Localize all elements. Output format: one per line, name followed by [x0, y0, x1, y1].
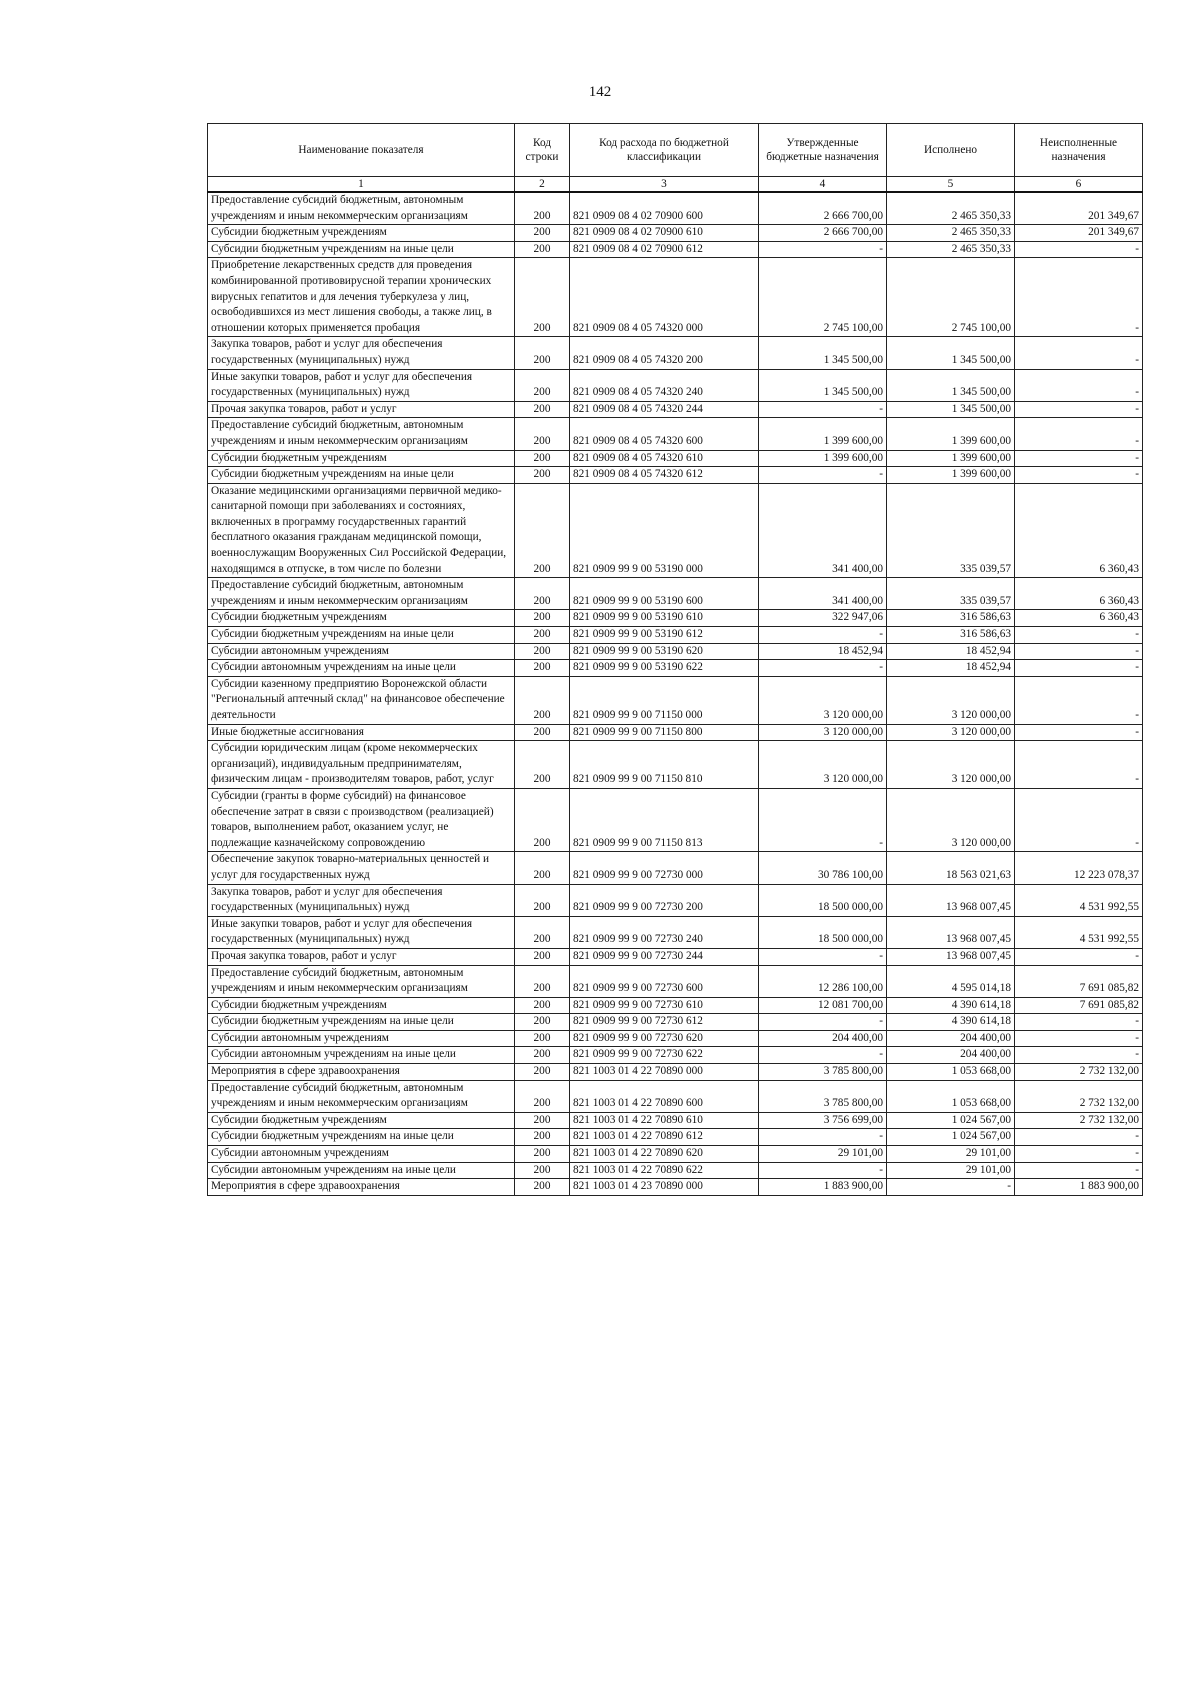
table-row	[208, 1162, 1143, 1179]
executed-amount-cell: 1 024 567,00	[887, 1112, 1015, 1129]
classification-code-cell: 821 0909 99 9 00 53190 000	[570, 483, 759, 578]
row-code-cell: 200	[515, 788, 570, 851]
classification-code-cell: 821 0909 99 9 00 53190 610	[570, 610, 759, 627]
classification-code-cell: 821 0909 99 9 00 71150 800	[570, 724, 759, 741]
table-row	[208, 965, 1143, 997]
executed-amount-cell: 316 586,63	[887, 610, 1015, 627]
indicator-name-cell: Предоставление субсидий бюджетным, автономным учреждениям и иным некоммерческим организациям	[208, 192, 515, 225]
unexecuted-amount-cell: 2 732 132,00	[1015, 1112, 1143, 1129]
table-row	[208, 450, 1143, 467]
table-row	[208, 401, 1143, 418]
page-number: 142	[588, 84, 612, 100]
row-code-cell: 200	[515, 627, 570, 644]
table-row	[208, 258, 1143, 337]
table-row	[208, 627, 1143, 644]
unexecuted-amount-cell: -	[1015, 1129, 1143, 1146]
table-row	[208, 1014, 1143, 1031]
executed-amount-cell: 1 345 500,00	[887, 337, 1015, 369]
approved-amount-cell: 1 345 500,00	[759, 369, 887, 401]
executed-amount-cell: 1 345 500,00	[887, 401, 1015, 418]
column-number: 1	[208, 177, 515, 193]
classification-code-cell: 821 0909 08 4 05 74320 240	[570, 369, 759, 401]
classification-code-cell: 821 0909 99 9 00 71150 813	[570, 788, 759, 851]
table-row	[208, 660, 1143, 677]
unexecuted-amount-cell: 6 360,43	[1015, 483, 1143, 578]
approved-amount-cell: 18 500 000,00	[759, 884, 887, 916]
classification-code-cell: 821 0909 99 9 00 72730 600	[570, 965, 759, 997]
indicator-name-cell: Субсидии бюджетным учреждениям на иные цели	[208, 241, 515, 258]
executed-amount-cell: 18 563 021,63	[887, 852, 1015, 884]
unexecuted-amount-cell: 7 691 085,82	[1015, 997, 1143, 1014]
indicator-name-cell: Предоставление субсидий бюджетным, автономным учреждениям и иным некоммерческим организациям	[208, 578, 515, 610]
table-row	[208, 643, 1143, 660]
indicator-name-cell: Предоставление субсидий бюджетным, автономным учреждениям и иным некоммерческим организациям	[208, 1080, 515, 1112]
approved-amount-cell: -	[759, 467, 887, 484]
unexecuted-amount-cell: -	[1015, 369, 1143, 401]
unexecuted-amount-cell: -	[1015, 1047, 1143, 1064]
indicator-name-cell: Иные закупки товаров, работ и услуг для обеспечения государственных (муниципальных) нужд	[208, 369, 515, 401]
table-row	[208, 578, 1143, 610]
classification-code-cell: 821 0909 08 4 02 70900 600	[570, 192, 759, 225]
unexecuted-amount-cell: -	[1015, 467, 1143, 484]
table-row	[208, 1146, 1143, 1163]
executed-amount-cell: 2 465 350,33	[887, 241, 1015, 258]
table-row	[208, 676, 1143, 724]
approved-amount-cell: 341 400,00	[759, 483, 887, 578]
indicator-name-cell: Субсидии бюджетным учреждениям на иные цели	[208, 627, 515, 644]
classification-code-cell: 821 0909 99 9 00 72730 000	[570, 852, 759, 884]
indicator-name-cell: Предоставление субсидий бюджетным, автономным учреждениям и иным некоммерческим организациям	[208, 418, 515, 450]
table-row	[208, 225, 1143, 242]
row-code-cell: 200	[515, 1030, 570, 1047]
approved-amount-cell: 18 452,94	[759, 643, 887, 660]
classification-code-cell: 821 0909 99 9 00 72730 200	[570, 884, 759, 916]
approved-amount-cell: -	[759, 1047, 887, 1064]
unexecuted-amount-cell: 2 732 132,00	[1015, 1080, 1143, 1112]
indicator-name-cell: Иные бюджетные ассигнования	[208, 724, 515, 741]
row-code-cell: 200	[515, 884, 570, 916]
classification-code-cell: 821 0909 99 9 00 53190 622	[570, 660, 759, 677]
indicator-name-cell: Закупка товаров, работ и услуг для обеспечения государственных (муниципальных) нужд	[208, 337, 515, 369]
approved-amount-cell: 341 400,00	[759, 578, 887, 610]
table-row	[208, 1047, 1143, 1064]
row-code-cell: 200	[515, 1179, 570, 1196]
executed-amount-cell: 335 039,57	[887, 483, 1015, 578]
row-code-cell: 200	[515, 258, 570, 337]
table-row	[208, 1080, 1143, 1112]
table-row	[208, 741, 1143, 789]
column-number: 2	[515, 177, 570, 193]
row-code-cell: 200	[515, 225, 570, 242]
row-code-cell: 200	[515, 192, 570, 225]
indicator-name-cell: Субсидии казенному предприятию Воронежской области "Региональный аптечный склад" на финансовое обеспечение деятельности	[208, 676, 515, 724]
approved-amount-cell: 1 883 900,00	[759, 1179, 887, 1196]
executed-amount-cell: -	[887, 1179, 1015, 1196]
classification-code-cell: 821 0909 99 9 00 72730 622	[570, 1047, 759, 1064]
indicator-name-cell: Субсидии автономным учреждениям на иные цели	[208, 1047, 515, 1064]
executed-amount-cell: 4 390 614,18	[887, 997, 1015, 1014]
unexecuted-amount-cell: 201 349,67	[1015, 192, 1143, 225]
approved-amount-cell: 3 120 000,00	[759, 741, 887, 789]
classification-code-cell: 821 0909 99 9 00 71150 000	[570, 676, 759, 724]
classification-code-cell: 821 0909 99 9 00 71150 810	[570, 741, 759, 789]
executed-amount-cell: 1 053 668,00	[887, 1080, 1015, 1112]
table-row	[208, 610, 1143, 627]
indicator-name-cell: Субсидии юридическим лицам (кроме некоммерческих организаций), индивидуальным предпринимателям, физическим лицам - производителям товаров, работ, услуг	[208, 741, 515, 789]
column-number: 4	[759, 177, 887, 193]
unexecuted-amount-cell: -	[1015, 741, 1143, 789]
indicator-name-cell: Субсидии бюджетным учреждениям на иные цели	[208, 1014, 515, 1031]
unexecuted-amount-cell: 201 349,67	[1015, 225, 1143, 242]
executed-amount-cell: 13 968 007,45	[887, 916, 1015, 948]
table-row	[208, 369, 1143, 401]
approved-amount-cell: 3 120 000,00	[759, 724, 887, 741]
approved-amount-cell: 30 786 100,00	[759, 852, 887, 884]
classification-code-cell: 821 0909 08 4 05 74320 244	[570, 401, 759, 418]
row-code-cell: 200	[515, 1146, 570, 1163]
unexecuted-amount-cell: -	[1015, 401, 1143, 418]
classification-code-cell: 821 0909 08 4 05 74320 610	[570, 450, 759, 467]
unexecuted-amount-cell: -	[1015, 337, 1143, 369]
row-code-cell: 200	[515, 1047, 570, 1064]
table-row	[208, 916, 1143, 948]
header-executed: Исполнено	[887, 124, 1015, 177]
executed-amount-cell: 3 120 000,00	[887, 788, 1015, 851]
indicator-name-cell: Прочая закупка товаров, работ и услуг	[208, 948, 515, 965]
row-code-cell: 200	[515, 467, 570, 484]
approved-amount-cell: -	[759, 1129, 887, 1146]
unexecuted-amount-cell: 12 223 078,37	[1015, 852, 1143, 884]
table-row	[208, 483, 1143, 578]
executed-amount-cell: 29 101,00	[887, 1146, 1015, 1163]
classification-code-cell: 821 0909 99 9 00 72730 612	[570, 1014, 759, 1031]
executed-amount-cell: 1 399 600,00	[887, 450, 1015, 467]
row-code-cell: 200	[515, 643, 570, 660]
unexecuted-amount-cell: -	[1015, 643, 1143, 660]
row-code-cell: 200	[515, 997, 570, 1014]
classification-code-cell: 821 0909 08 4 05 74320 612	[570, 467, 759, 484]
column-number-row	[208, 177, 1143, 193]
row-code-cell: 200	[515, 916, 570, 948]
unexecuted-amount-cell: 6 360,43	[1015, 610, 1143, 627]
table-row	[208, 1112, 1143, 1129]
table-header-row	[208, 124, 1143, 177]
table-body	[208, 192, 1143, 1195]
header-approved: Утвержденные бюджетные назначения	[759, 124, 887, 177]
classification-code-cell: 821 1003 01 4 22 70890 000	[570, 1064, 759, 1081]
header-row-code: Код строки	[515, 124, 570, 177]
table-row	[208, 852, 1143, 884]
unexecuted-amount-cell: -	[1015, 1162, 1143, 1179]
indicator-name-cell: Субсидии бюджетным учреждениям	[208, 225, 515, 242]
classification-code-cell: 821 0909 08 4 05 74320 200	[570, 337, 759, 369]
row-code-cell: 200	[515, 1162, 570, 1179]
approved-amount-cell: 2 666 700,00	[759, 225, 887, 242]
executed-amount-cell: 4 390 614,18	[887, 1014, 1015, 1031]
executed-amount-cell: 204 400,00	[887, 1047, 1015, 1064]
executed-amount-cell: 1 345 500,00	[887, 369, 1015, 401]
table-row	[208, 1179, 1143, 1196]
unexecuted-amount-cell: -	[1015, 627, 1143, 644]
executed-amount-cell: 1 024 567,00	[887, 1129, 1015, 1146]
table-row	[208, 241, 1143, 258]
indicator-name-cell: Субсидии бюджетным учреждениям на иные цели	[208, 1129, 515, 1146]
table-row	[208, 884, 1143, 916]
indicator-name-cell: Субсидии бюджетным учреждениям на иные цели	[208, 467, 515, 484]
executed-amount-cell: 13 968 007,45	[887, 948, 1015, 965]
unexecuted-amount-cell: 6 360,43	[1015, 578, 1143, 610]
indicator-name-cell: Прочая закупка товаров, работ и услуг	[208, 401, 515, 418]
classification-code-cell: 821 1003 01 4 22 70890 610	[570, 1112, 759, 1129]
table-row	[208, 1030, 1143, 1047]
unexecuted-amount-cell: 2 732 132,00	[1015, 1064, 1143, 1081]
approved-amount-cell: 29 101,00	[759, 1146, 887, 1163]
classification-code-cell: 821 0909 99 9 00 72730 244	[570, 948, 759, 965]
indicator-name-cell: Субсидии бюджетным учреждениям	[208, 997, 515, 1014]
executed-amount-cell: 335 039,57	[887, 578, 1015, 610]
executed-amount-cell: 2 745 100,00	[887, 258, 1015, 337]
approved-amount-cell: 12 286 100,00	[759, 965, 887, 997]
indicator-name-cell: Субсидии автономным учреждениям на иные цели	[208, 660, 515, 677]
classification-code-cell: 821 1003 01 4 22 70890 600	[570, 1080, 759, 1112]
row-code-cell: 200	[515, 1112, 570, 1129]
unexecuted-amount-cell: -	[1015, 258, 1143, 337]
table-row	[208, 1064, 1143, 1081]
unexecuted-amount-cell: -	[1015, 241, 1143, 258]
row-code-cell: 200	[515, 483, 570, 578]
indicator-name-cell: Приобретение лекарственных средств для проведения комбинированной противовирусной терапии хронических вирусных гепатитов и для лечения туберкулеза у лиц, освободившихся из мест лишения свободы, а также лиц, в отношении которых применяется пробация	[208, 258, 515, 337]
unexecuted-amount-cell: 1 883 900,00	[1015, 1179, 1143, 1196]
executed-amount-cell: 18 452,94	[887, 660, 1015, 677]
classification-code-cell: 821 0909 08 4 02 70900 612	[570, 241, 759, 258]
unexecuted-amount-cell: 4 531 992,55	[1015, 884, 1143, 916]
table-row	[208, 997, 1143, 1014]
row-code-cell: 200	[515, 450, 570, 467]
classification-code-cell: 821 1003 01 4 22 70890 620	[570, 1146, 759, 1163]
approved-amount-cell: 322 947,06	[759, 610, 887, 627]
indicator-name-cell: Оказание медицинскими организациями первичной медико-санитарной помощи при заболеваниях и состояниях, включенных в программу государственных гарантий бесплатного оказания гражданам медицинской помощи, военнослужащим Вооруженных Сил Российской Федерации, находящимся в отпуске, в том числе по болезни	[208, 483, 515, 578]
classification-code-cell: 821 0909 99 9 00 72730 240	[570, 916, 759, 948]
classification-code-cell: 821 0909 08 4 05 74320 600	[570, 418, 759, 450]
approved-amount-cell: 1 399 600,00	[759, 450, 887, 467]
row-code-cell: 200	[515, 965, 570, 997]
table-row	[208, 1129, 1143, 1146]
row-code-cell: 200	[515, 741, 570, 789]
classification-code-cell: 821 0909 99 9 00 53190 612	[570, 627, 759, 644]
classification-code-cell: 821 1003 01 4 22 70890 622	[570, 1162, 759, 1179]
executed-amount-cell: 13 968 007,45	[887, 884, 1015, 916]
indicator-name-cell: Предоставление субсидий бюджетным, автономным учреждениям и иным некоммерческим организациям	[208, 965, 515, 997]
executed-amount-cell: 3 120 000,00	[887, 741, 1015, 789]
indicator-name-cell: Иные закупки товаров, работ и услуг для обеспечения государственных (муниципальных) нужд	[208, 916, 515, 948]
unexecuted-amount-cell: -	[1015, 948, 1143, 965]
indicator-name-cell: Субсидии бюджетным учреждениям	[208, 450, 515, 467]
row-code-cell: 200	[515, 241, 570, 258]
header-name: Наименование показателя	[208, 124, 515, 177]
approved-amount-cell: 204 400,00	[759, 1030, 887, 1047]
unexecuted-amount-cell: -	[1015, 1014, 1143, 1031]
approved-amount-cell: -	[759, 788, 887, 851]
row-code-cell: 200	[515, 948, 570, 965]
executed-amount-cell: 3 120 000,00	[887, 724, 1015, 741]
approved-amount-cell: 1 345 500,00	[759, 337, 887, 369]
classification-code-cell: 821 0909 99 9 00 72730 610	[570, 997, 759, 1014]
executed-amount-cell: 29 101,00	[887, 1162, 1015, 1179]
header-classification: Код расхода по бюджетной классификации	[570, 124, 759, 177]
executed-amount-cell: 4 595 014,18	[887, 965, 1015, 997]
unexecuted-amount-cell: -	[1015, 660, 1143, 677]
executed-amount-cell: 18 452,94	[887, 643, 1015, 660]
executed-amount-cell: 204 400,00	[887, 1030, 1015, 1047]
table-row	[208, 337, 1143, 369]
indicator-name-cell: Субсидии бюджетным учреждениям	[208, 1112, 515, 1129]
column-number: 6	[1015, 177, 1143, 193]
table-row	[208, 418, 1143, 450]
indicator-name-cell: Субсидии автономным учреждениям	[208, 1146, 515, 1163]
indicator-name-cell: Субсидии автономным учреждениям	[208, 643, 515, 660]
classification-code-cell: 821 0909 08 4 05 74320 000	[570, 258, 759, 337]
classification-code-cell: 821 0909 99 9 00 53190 600	[570, 578, 759, 610]
approved-amount-cell: -	[759, 241, 887, 258]
unexecuted-amount-cell: -	[1015, 450, 1143, 467]
row-code-cell: 200	[515, 1080, 570, 1112]
row-code-cell: 200	[515, 1129, 570, 1146]
approved-amount-cell: -	[759, 401, 887, 418]
budget-execution-table	[207, 123, 1143, 1196]
executed-amount-cell: 2 465 350,33	[887, 192, 1015, 225]
classification-code-cell: 821 1003 01 4 23 70890 000	[570, 1179, 759, 1196]
classification-code-cell: 821 1003 01 4 22 70890 612	[570, 1129, 759, 1146]
executed-amount-cell: 1 399 600,00	[887, 467, 1015, 484]
table-row	[208, 948, 1143, 965]
approved-amount-cell: 1 399 600,00	[759, 418, 887, 450]
indicator-name-cell: Мероприятия в сфере здравоохранения	[208, 1064, 515, 1081]
approved-amount-cell: -	[759, 627, 887, 644]
indicator-name-cell: Мероприятия в сфере здравоохранения	[208, 1179, 515, 1196]
row-code-cell: 200	[515, 1014, 570, 1031]
unexecuted-amount-cell: -	[1015, 676, 1143, 724]
approved-amount-cell: -	[759, 1162, 887, 1179]
indicator-name-cell: Субсидии автономным учреждениям	[208, 1030, 515, 1047]
approved-amount-cell: 3 120 000,00	[759, 676, 887, 724]
row-code-cell: 200	[515, 578, 570, 610]
executed-amount-cell: 2 465 350,33	[887, 225, 1015, 242]
approved-amount-cell: 3 756 699,00	[759, 1112, 887, 1129]
indicator-name-cell: Обеспечение закупок товарно-материальных ценностей и услуг для государственных нужд	[208, 852, 515, 884]
classification-code-cell: 821 0909 99 9 00 72730 620	[570, 1030, 759, 1047]
executed-amount-cell: 3 120 000,00	[887, 676, 1015, 724]
executed-amount-cell: 316 586,63	[887, 627, 1015, 644]
row-code-cell: 200	[515, 418, 570, 450]
unexecuted-amount-cell: 7 691 085,82	[1015, 965, 1143, 997]
table-row	[208, 788, 1143, 851]
approved-amount-cell: 3 785 800,00	[759, 1064, 887, 1081]
row-code-cell: 200	[515, 1064, 570, 1081]
approved-amount-cell: 18 500 000,00	[759, 916, 887, 948]
approved-amount-cell: 2 666 700,00	[759, 192, 887, 225]
unexecuted-amount-cell: -	[1015, 1030, 1143, 1047]
unexecuted-amount-cell: 4 531 992,55	[1015, 916, 1143, 948]
indicator-name-cell: Закупка товаров, работ и услуг для обеспечения государственных (муниципальных) нужд	[208, 884, 515, 916]
column-number: 5	[887, 177, 1015, 193]
row-code-cell: 200	[515, 401, 570, 418]
executed-amount-cell: 1 399 600,00	[887, 418, 1015, 450]
unexecuted-amount-cell: -	[1015, 418, 1143, 450]
classification-code-cell: 821 0909 99 9 00 53190 620	[570, 643, 759, 660]
row-code-cell: 200	[515, 676, 570, 724]
approved-amount-cell: 2 745 100,00	[759, 258, 887, 337]
unexecuted-amount-cell: -	[1015, 1146, 1143, 1163]
unexecuted-amount-cell: -	[1015, 788, 1143, 851]
row-code-cell: 200	[515, 852, 570, 884]
approved-amount-cell: -	[759, 660, 887, 677]
row-code-cell: 200	[515, 724, 570, 741]
approved-amount-cell: -	[759, 1014, 887, 1031]
classification-code-cell: 821 0909 08 4 02 70900 610	[570, 225, 759, 242]
table-row	[208, 192, 1143, 225]
table-row	[208, 724, 1143, 741]
row-code-cell: 200	[515, 610, 570, 627]
indicator-name-cell: Субсидии бюджетным учреждениям	[208, 610, 515, 627]
header-unexecuted: Неисполненные назначения	[1015, 124, 1143, 177]
approved-amount-cell: 12 081 700,00	[759, 997, 887, 1014]
indicator-name-cell: Субсидии (гранты в форме субсидий) на финансовое обеспечение затрат в связи с производством (реализацией) товаров, выполнением работ, оказанием услуг, не подлежащие казначейскому сопровождению	[208, 788, 515, 851]
unexecuted-amount-cell: -	[1015, 724, 1143, 741]
column-number: 3	[570, 177, 759, 193]
approved-amount-cell: -	[759, 948, 887, 965]
table-row	[208, 467, 1143, 484]
row-code-cell: 200	[515, 337, 570, 369]
executed-amount-cell: 1 053 668,00	[887, 1064, 1015, 1081]
approved-amount-cell: 3 785 800,00	[759, 1080, 887, 1112]
row-code-cell: 200	[515, 369, 570, 401]
indicator-name-cell: Субсидии автономным учреждениям на иные цели	[208, 1162, 515, 1179]
row-code-cell: 200	[515, 660, 570, 677]
